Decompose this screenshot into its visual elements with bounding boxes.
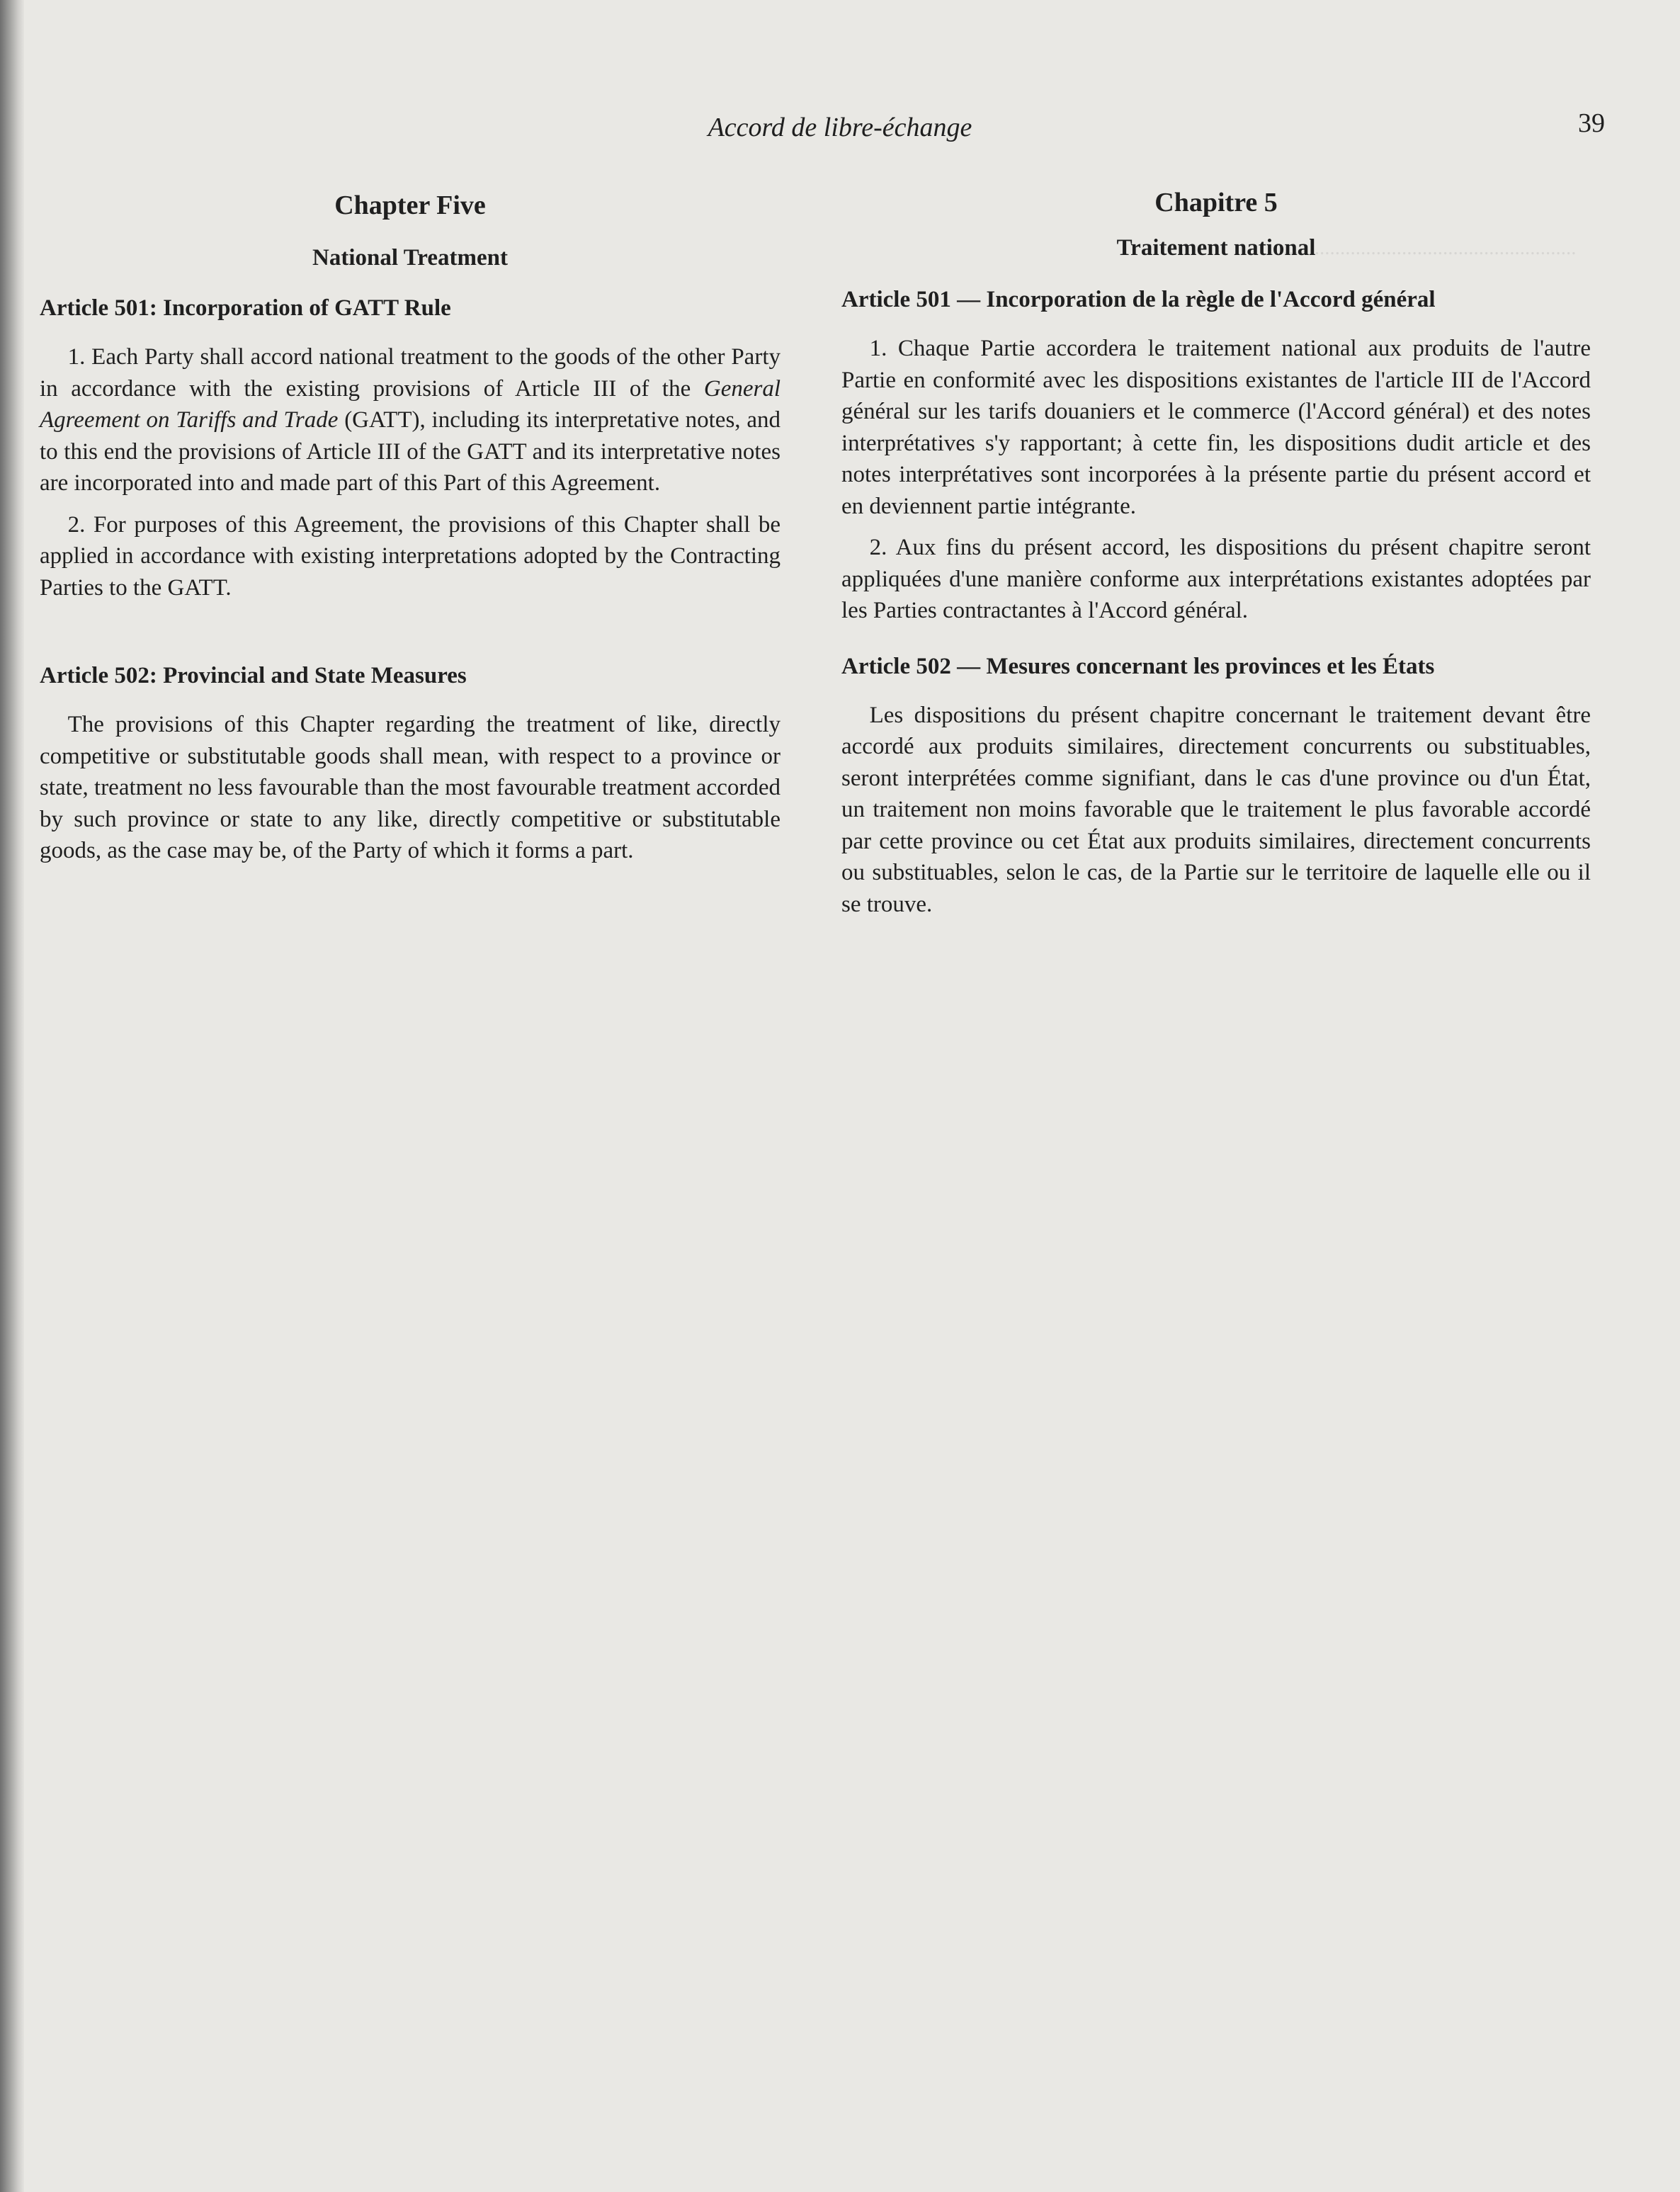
- article-501-paragraph-2-fr: 2. Aux fins du présent accord, les dispositions du présent chapitre seront appliquées d'une manière conforme aux interprétations existantes adoptées par les Parties contractantes à l'Accord général.: [841, 535, 1591, 623]
- page-number: 39: [1578, 108, 1605, 138]
- section-title-en: National Treatment: [312, 245, 508, 271]
- article-501-heading-fr: Article 501 — Incorporation de la règle de l'Accord général: [841, 287, 1436, 312]
- article-502-heading-fr: Article 502 — Mesures concernant les provinces et les États: [841, 653, 1435, 679]
- chapter-title-en: Chapter Five: [334, 191, 486, 220]
- show-through-text-upper: ............................................................: [1268, 237, 1577, 259]
- article-501-heading-en: Article 501: Incorporation of GATT Rule: [40, 295, 451, 321]
- article-501-paragraph-2-en: 2. For purposes of this Agreement, the provisions of this Chapter shall be applied in accordance with existing interpretations adopted by the Contracting Parties to the GATT.: [40, 511, 781, 601]
- article-502-paragraph-fr: Les dispositions du présent chapitre concernant le traitement devant être accordé aux produits similaires, directement concurrents ou substituables, seront interprétées comme signifiant, dans le cas d'une province ou d'un État, un traitement non moins favorable que le traitement le plus favorable accordé par cette province ou cet État aux produits similaires, directement concurrents ou substituables, selon le cas, de la Partie sur le territoire de laquelle elle ou il se trouve.: [841, 702, 1591, 917]
- article-502-heading-en: Article 502: Provincial and State Measures: [40, 663, 467, 688]
- article-502-paragraph-en: The provisions of this Chapter regarding the treatment of like, directly competitive or substitutable goods shall mean, with respect to a province or state, treatment no less favourable than the most favourable treatment accorded by such province or state to any like, directly competitive or substitutable goods, as the case may be, of the Party of which it forms a part.: [40, 712, 781, 863]
- section-title-fr: Traitement national: [1116, 235, 1316, 261]
- english-column: [40, 190, 781, 867]
- p1-after-italic: (GATT), including its interpretative notes, and to this end the provisions of Article III of the GATT and its interpretative notes are incorporated into and made part of this Part of this Agreement.: [40, 407, 781, 496]
- running-head: Accord de libre-échange: [708, 113, 972, 142]
- french-column: [841, 190, 1591, 920]
- page-binding-shadow: [0, 0, 24, 2192]
- article-501-paragraph-1-fr: 1. Chaque Partie accordera le traitement national aux produits de l'autre Partie en conformité avec les dispositions existantes de l'article III de l'Accord général sur les tarifs douaniers et le commerce (l'Accord général) et des notes interprétatives s'y rapportant; à cette fin, les dispositions dudit article et des notes interprétatives sont incorporées à la présente partie du présent accord et en deviennent partie intégrante.: [841, 336, 1591, 519]
- chapter-title-fr: Chapitre 5: [1154, 188, 1278, 217]
- gatt-title-italic: General Agreement on Tariffs and Trade: [40, 375, 781, 433]
- article-501-paragraph-1-en: [40, 341, 781, 499]
- p1-before-italic: 1. Each Party shall accord national treatment to the goods of the other Party in accordance with the existing provisions of Article III of the: [40, 344, 781, 402]
